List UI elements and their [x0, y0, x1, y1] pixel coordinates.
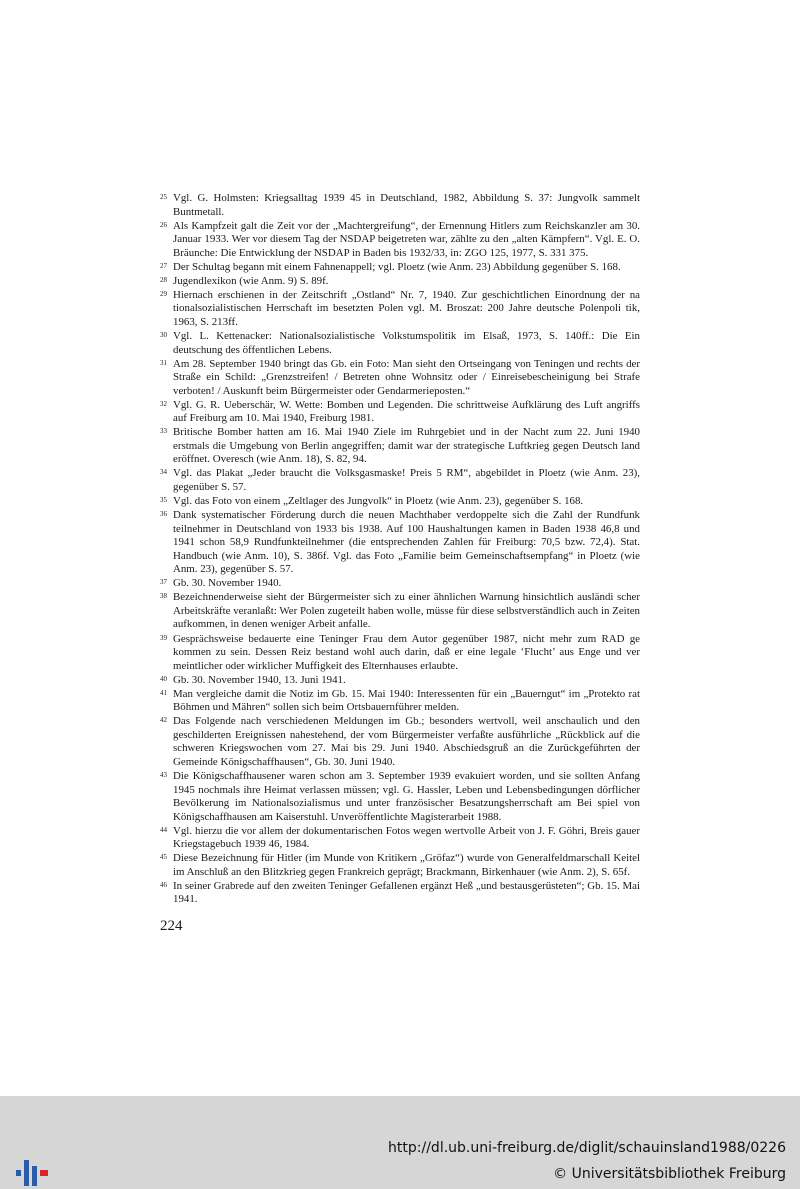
footnote: [160, 330, 640, 357]
footnote-text: Gesprächsweise bedauerte eine Teninger Frau dem Autor gegenüber 1987, nicht mehr zum RAD ge kommen zu sein. Dessen Reiz bestand wohl auch darin, daß er eine legale ‘Flucht’ aus Enge und ver meintlicher oder wirklicher Muffigkeit des Elternhauses erlaubte.: [173, 632, 640, 672]
footnote: [160, 770, 640, 824]
footnote-number: 42: [160, 716, 167, 725]
footnote-text: Am 28. September 1940 bringt das Gb. ein Foto: Man sieht den Ortseingang von Teningen und rechts der Straße ein Schild: „Grenzstreifen! / Betreten ohne Wohnsitz oder / Einreisebescheinigung bei Strafe verboten! / Auskunft beim Bürgermeister oder Gendarmerieposten.“: [173, 357, 640, 397]
footnote-number: 43: [160, 770, 167, 779]
footnote: [160, 509, 640, 577]
footnote-number: 36: [160, 510, 167, 519]
footnote-text: Man vergleiche damit die Notiz im Gb. 15. Mai 1940: Interessenten für ein „Bauerngut“ im „Protekto rat Böhmen und Mähren“ sollen sich beim Ortsbauernführer melden.: [173, 687, 640, 714]
footnote-number: 28: [160, 275, 167, 284]
footnote: [160, 358, 640, 399]
footnote-text: Vgl. L. Kettenacker: Nationalsozialistische Volkstumspolitik im Elsaß, 1973, S. 140ff.: Die Ein deutschung des öffentlichen Lebens.: [173, 329, 640, 356]
footnote-number: 33: [160, 427, 167, 436]
footnote-number: 39: [160, 633, 167, 642]
footnote-text: Vgl. G. R. Ueberschär, W. Wette: Bomben und Legenden. Die schrittweise Aufklärung des Luft angriffs auf Freiburg am 10. Mai 1940, Freiburg 1981.: [173, 398, 640, 425]
footnotes: [160, 192, 640, 907]
footnote-number: 41: [160, 688, 167, 697]
footnote: [160, 880, 640, 907]
footnote-text: Jugendlexikon (wie Anm. 9) S. 89f.: [173, 274, 329, 287]
footnote-text: Das Folgende nach verschiedenen Meldungen im Gb.; besonders wertvoll, weil anschaulich und den geschilderten Ereignissen nahestehend, der vom Bürgermeister verfaßte ausführliche „Rückblick auf die schweren Kriegswochen vom 27. Mai bis 29. Juni 1940. Abschiedsgruß an die Zurückgeführten der Gemeinde Königschaffhausen“, Gb. 30. Juni 1940.: [173, 715, 640, 768]
footnote-text: Gb. 30. November 1940.: [173, 577, 282, 590]
footnote: [160, 715, 640, 769]
footnote-number: 44: [160, 825, 167, 834]
footnote-text: Bezeichnenderweise sieht der Bürgermeister sich zu einer ähnlichen Warnung hinsichtlich ausländi scher Arbeitskräfte veranlaßt: Wer Polen zugeteilt haben wolle, müsse für diese selbstverständlich auch in Zeiten aufkommen, in denen weniger Arbeit anfalle.: [173, 591, 640, 631]
library-logo-icon: [12, 1160, 52, 1186]
footnote: [160, 275, 640, 289]
footnote-number: 32: [160, 399, 167, 408]
footnote: [160, 426, 640, 467]
footnote-number: 27: [160, 261, 167, 270]
footnote-text: Diese Bezeichnung für Hitler (im Munde von Kritikern „Gröfaz“) wurde von Generalfeldmarschall Keitel im Anschluß an den Blitzkrieg gegen Frankreich geprägt; Brackmann, Birkenhauer (wie Anm. 2), S. 65f.: [173, 852, 640, 878]
footnote-number: 46: [160, 880, 167, 889]
footnote: [160, 399, 640, 426]
footnote-number: 34: [160, 468, 167, 477]
footnote-number: 35: [160, 496, 167, 505]
footnote-text: Vgl. G. Holmsten: Kriegsalltag 1939 45 in Deutschland, 1982, Abbildung S. 37: Jungvolk sammelt Buntmetall.: [173, 192, 640, 218]
footnote-number: 40: [160, 674, 167, 683]
footnote: [160, 495, 640, 509]
footnote: [160, 220, 640, 261]
footnote: [160, 633, 640, 674]
footnote: [160, 825, 640, 852]
footnote-text: Vgl. hierzu die vor allem der dokumentarischen Fotos wegen wertvolle Arbeit von J. F. Göhri, Breis gauer Kriegstagebuch 1939 46, 1984.: [173, 824, 640, 851]
page-number: 224: [160, 918, 183, 934]
footnote: [160, 577, 640, 591]
footnote-number: 30: [160, 330, 167, 339]
source-url-link[interactable]: http://dl.ub.uni-freiburg.de/diglit/schauinsland1988/0226: [388, 1140, 786, 1156]
footnote-number: 26: [160, 220, 167, 229]
footnote-number: 31: [160, 358, 167, 367]
footnote-number: 25: [160, 193, 167, 201]
footnote-number: 45: [160, 853, 167, 862]
footnote: [160, 674, 640, 688]
footnote-text: In seiner Grabrede auf den zweiten Teninger Gefallenen ergänzt Heß „und bestausgerüsteten“; Gb. 15. Mai 1941.: [173, 879, 640, 906]
footnote-text: Vgl. das Plakat „Jeder braucht die Volksgasmaske! Preis 5 RM“, abgebildet in Ploetz (wie Anm. 23), gegenüber S. 57.: [173, 467, 640, 493]
footnote-text: Als Kampfzeit galt die Zeit vor der „Machtergreifung“, der Ernennung Hitlers zum Reichskanzler am 30. Januar 1933. Wer vor diesem Tag der NSDAP beigetreten war, zählte zu den „alten Kämpfern“. Vgl. E. O. Bräunche: Die Entwicklung der NSDAP in Baden bis 1932/33, in: ZGO 125, 1977, S. 331 375.: [173, 219, 640, 259]
footnote: [160, 852, 640, 879]
footnote: [160, 591, 640, 632]
footnote: [160, 192, 640, 219]
footnote-text: Der Schultag begann mit einem Fahnenappell; vgl. Ploetz (wie Anm. 23) Abbildung gegenüber S. 168.: [173, 260, 621, 273]
footnote: [160, 467, 640, 494]
footnote-text: Vgl. das Foto von einem „Zeltlager des Jungvolk“ in Ploetz (wie Anm. 23), gegenüber S. 168.: [173, 495, 584, 508]
footnote-text: Gb. 30. November 1940, 13. Juni 1941.: [173, 673, 346, 686]
footnote-number: 29: [160, 289, 167, 298]
footnote-text: Hiernach erschienen in der Zeitschrift „Ostland“ Nr. 7, 1940. Zur geschichtlichen Einordnung der na tionalsozialistischen Herrschaft im besetzten Polen vgl. M. Broszat: 200 Jahre deutsche Polenpoli tik, 1963, S. 213ff.: [173, 288, 640, 328]
footnote: [160, 289, 640, 330]
footnote-text: Dank systematischer Förderung durch die neuen Machthaber verdoppelte sich die Zahl der Rundfunk teilnehmer in Deutschland von 1933 bis 1938. Auf 100 Haushaltungen kamen in Baden 1938 46,8 und 1941 schon 58,9 Rundfunkteilnehmer (die entsprechenden Zahlen für Freiburg: 70,5 bzw. 72,4). Stat. Handbuch (wie Anm. 10), S. 386f. Vgl. das Foto „Familie beim Gemeinschaftsempfang“ in Ploetz (wie Anm. 23), gegenüber S. 57.: [173, 509, 640, 576]
copyright-notice: © Universitätsbibliothek Freiburg: [553, 1166, 786, 1182]
footnote-number: 38: [160, 592, 167, 601]
footnote: [160, 688, 640, 715]
footnote-number: 37: [160, 578, 167, 587]
footnote: [160, 261, 640, 275]
footnote-text: Die Königschaffhausener waren schon am 3. September 1939 evakuiert worden, und sie sollten Anfang 1945 nochmals ihre Heimat verlassen müssen; vgl. G. Hassler, Leben und Lebensbedingungen dörflicher Bevölkerung im Nationalsozialismus und unter französischer Besatzungsherrschaft am Bei spiel von Königschaffhausen am Kaiserstuhl. Unveröffentlichte Magisterarbeit 1988.: [173, 769, 640, 823]
footnote-text: Britische Bomber hatten am 16. Mai 1940 Ziele im Ruhrgebiet und in der Nacht zum 22. Juni 1940 erstmals die Umgebung von Berlin angegriffen; damit war der strategische Luftkrieg gegen Deutsch land eröffnet. Overesch (wie Anm. 18), S. 82, 94.: [173, 426, 640, 466]
